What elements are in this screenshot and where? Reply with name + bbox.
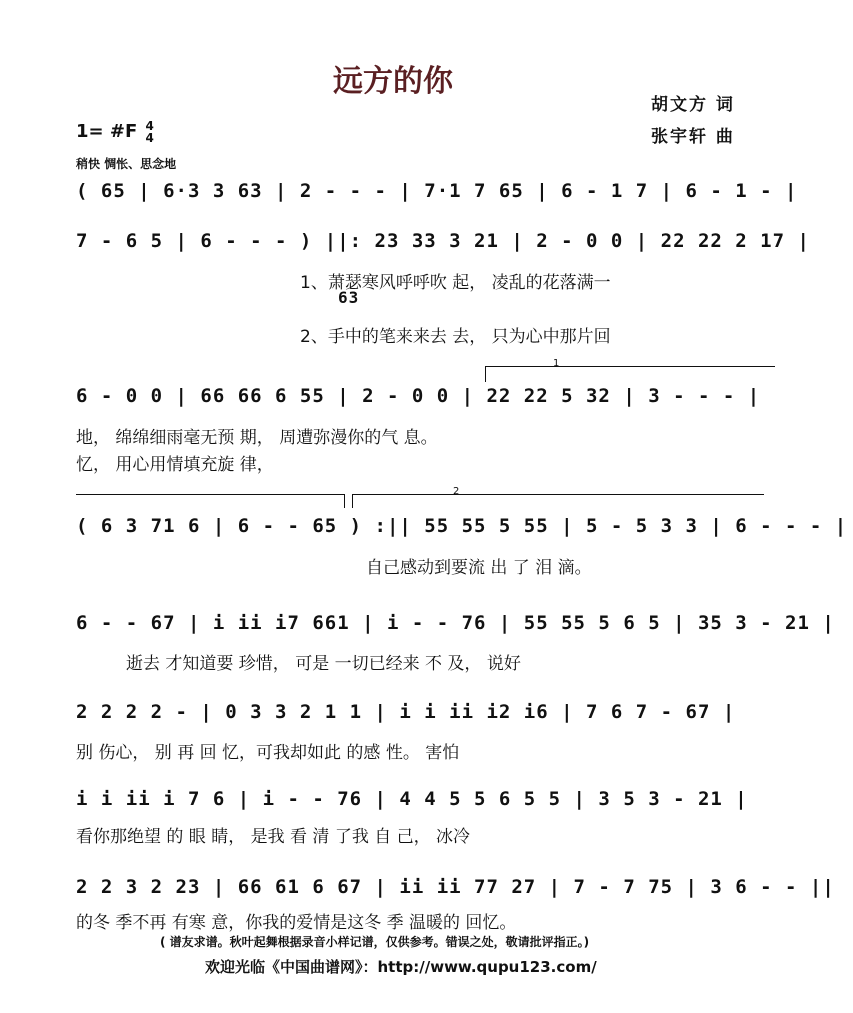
lyric-row-6: 别 伤心， 别 再 回 忆，可我却如此 的感 性。 害怕: [76, 743, 460, 763]
tempo-marking: 稍快 惆怅、思念地: [76, 157, 177, 171]
lyric-row-2-verse-2: 2、手中的笔来来去 去， 只为心中那片回: [300, 327, 611, 347]
lyric-row-2-verse-1: 1、萧瑟寒风呼呼吹 起， 凌乱的花落满一: [300, 273, 611, 293]
composer-credit: 张宇轩 曲: [651, 127, 735, 147]
first-ending-continuation: [76, 494, 344, 495]
site-footer: 欢迎光临《中国曲谱网》：http://www.qupu123.com/: [205, 958, 597, 976]
key-label: 1= #F: [76, 121, 138, 142]
transcriber-note: ( 谱友求谱。秋叶起舞根据录音小样记谱，仅供参考。错误之处，敬请批评指正。): [160, 935, 590, 949]
notation-row-6: 2 2 2 2 - | 0 3 3 2 1 1 | i i ii i2 i6 | 7 6 7 - 67 |: [76, 701, 736, 723]
notation-row-8: 2 2 3 2 23 | 66 61 6 67 | ii ii 77 27 | 7 - 7 75 | 3 6 - - ||: [76, 876, 835, 898]
second-ending-bracket: [352, 494, 764, 495]
first-ending-bracket: [485, 366, 775, 367]
first-ending-number: 1: [553, 358, 560, 369]
lyric-row-8: 的冬 季不再 有寒 意，你我的爱情是这冬 季 温暖的 回忆。: [76, 913, 517, 933]
time-unit: 4: [145, 131, 154, 145]
song-title: 远方的你: [333, 64, 453, 99]
notation-row-4: ( 6 3 71 6 | 6 - - 65 ) :|| 55 55 5 55 | 5 - 5 3 3 | 6 - - - |: [76, 515, 848, 537]
notation-row-1: ( 65 | 6·3 3 63 | 2 - - - | 7·1 7 65 | 6 - 1 7 | 6 - 1 - |: [76, 180, 798, 202]
second-ending-tick: [352, 494, 353, 508]
first-ending-tick: [485, 366, 486, 382]
key-signature: [76, 120, 154, 144]
time-signature: [146, 120, 154, 144]
notation-row-7: i i ii i 7 6 | i - - 76 | 4 4 5 5 6 5 5 | 3 5 3 - 21 |: [76, 788, 748, 810]
lyric-row-3-verse-1: 地， 绵绵细雨毫无预 期， 周遭弥漫你的气 息。: [76, 428, 438, 448]
lyric-row-7: 看你那绝望 的 眼 睛， 是我 看 清 了我 自 己， 冰冷: [76, 827, 471, 847]
alternate-notes: 63: [338, 288, 360, 307]
first-ending-close-tick: [344, 494, 345, 508]
lyricist-credit: 胡文方 词: [651, 95, 735, 115]
notation-row-3: 6 - 0 0 | 66 66 6 55 | 2 - 0 0 | 22 22 5 32 | 3 - - - |: [76, 385, 761, 407]
lyric-row-4: 自己感动到要流 出 了 泪 滴。: [366, 558, 592, 578]
notation-row-5: 6 - - 67 | i ii i7 661 | i - - 76 | 55 55 5 6 5 | 35 3 - 21 |: [76, 612, 835, 634]
second-ending-number: 2: [453, 486, 460, 497]
lyric-row-3-verse-2: 忆， 用心用情填充旋 律，: [76, 455, 274, 475]
notation-row-2: 7 - 6 5 | 6 - - - ) ||: 23 33 3 21 | 2 - 0 0 | 22 22 2 17 |: [76, 230, 810, 252]
lyric-row-5: 逝去 才知道要 珍惜， 可是 一切已经来 不 及， 说好: [126, 654, 521, 674]
time-beats: 4: [145, 119, 154, 133]
